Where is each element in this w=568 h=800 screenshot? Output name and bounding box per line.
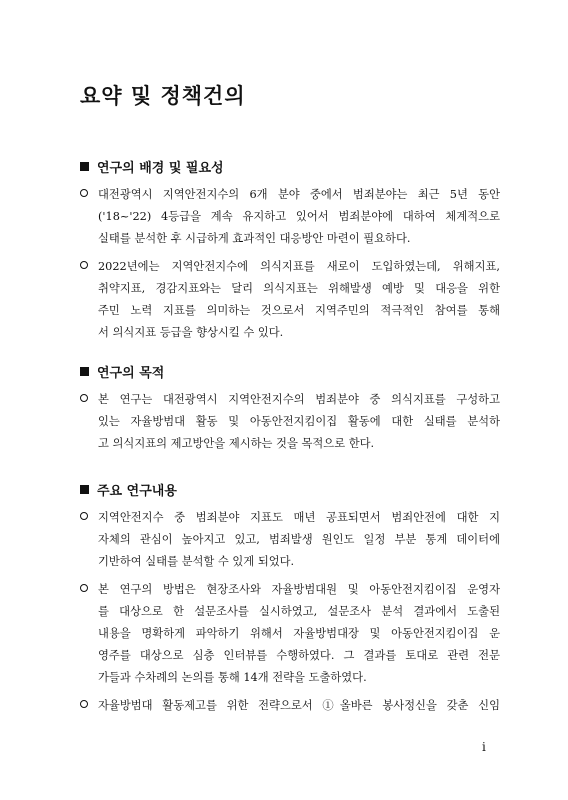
list-item: 대전광역시 지역안전지수의 6개 분야 중에서 범죄분야는 최근 5년 동안 ('18~'22) 4등급을 계속 유지하고 있어서 범죄분야에 대하여 체계적으로 실태를 분석한 후 시급하게 효과적인 대응방안 마련이 필요하다. (80, 184, 500, 250)
page-title: 요약 및 정책건의 (80, 84, 246, 108)
list-item: 본 연구의 방법은 현장조사와 자율방범대원 및 아동안전지킴이집 운영자 를 대상으로 한 설문조사를 실시하였고, 설문조사 분석 결과에서 도출된 내용을 명확하게 파악하기 위해서 자율방범대장 및 아동안전지킴이집 운 영주를 대상으로 심층 인터뷰를 수행하였다. 그 결과를 토대로 관련 전문 가들과 수차례의 논의를 통해 14개 전략을 도출하였다. (80, 579, 500, 689)
list-item: 본 연구는 대전광역시 지역안전지수의 범죄분야 중 의식지표를 구성하고 있는 자율방범대 활동 및 아동안전지킴이집 활동에 대한 실태를 분석하 고 의식지표의 제고방안을 제시하는 것을 목적으로 한다. (80, 389, 500, 455)
section-background (80, 157, 500, 350)
section-main-content (80, 480, 500, 723)
list-item: 자율방범대 활동제고를 위한 전략으로서 ①올바른 봉사정신을 갖춘 신임 (80, 695, 500, 717)
circle-bullet-icon (80, 394, 88, 402)
circle-bullet-icon (80, 700, 88, 708)
list-item: 지역안전지수 중 범죄분야 지표도 매년 공표되면서 범죄안전에 대한 지 자체의 관심이 높아지고 있고, 범죄발생 원인도 일정 부분 통계 데이터에 기반하여 실태를 분석할 수 있게 되었다. (80, 507, 500, 573)
circle-bullet-icon (80, 584, 88, 592)
square-bullet-icon (80, 485, 89, 494)
section-heading: 연구의 목적 (80, 362, 500, 381)
section-heading: 연구의 배경 및 필요성 (80, 157, 500, 176)
circle-bullet-icon (80, 189, 88, 197)
circle-bullet-icon (80, 512, 88, 520)
square-bullet-icon (80, 162, 89, 171)
page-number: i (482, 740, 486, 754)
circle-bullet-icon (80, 261, 88, 269)
square-bullet-icon (80, 367, 89, 376)
section-heading: 주요 연구내용 (80, 480, 500, 499)
section-purpose (80, 362, 500, 461)
list-item: 2022년에는 지역안전지수에 의식지표를 새로이 도입하였는데, 위해지표, 취약지표, 경감지표와는 달리 의식지표는 위해발생 예방 및 대응을 위한 주민 노력 지표를 의미하는 것으로서 지역주민의 적극적인 참여를 통해 서 의식지표 등급을 향상시킬 수 있다. (80, 256, 500, 344)
